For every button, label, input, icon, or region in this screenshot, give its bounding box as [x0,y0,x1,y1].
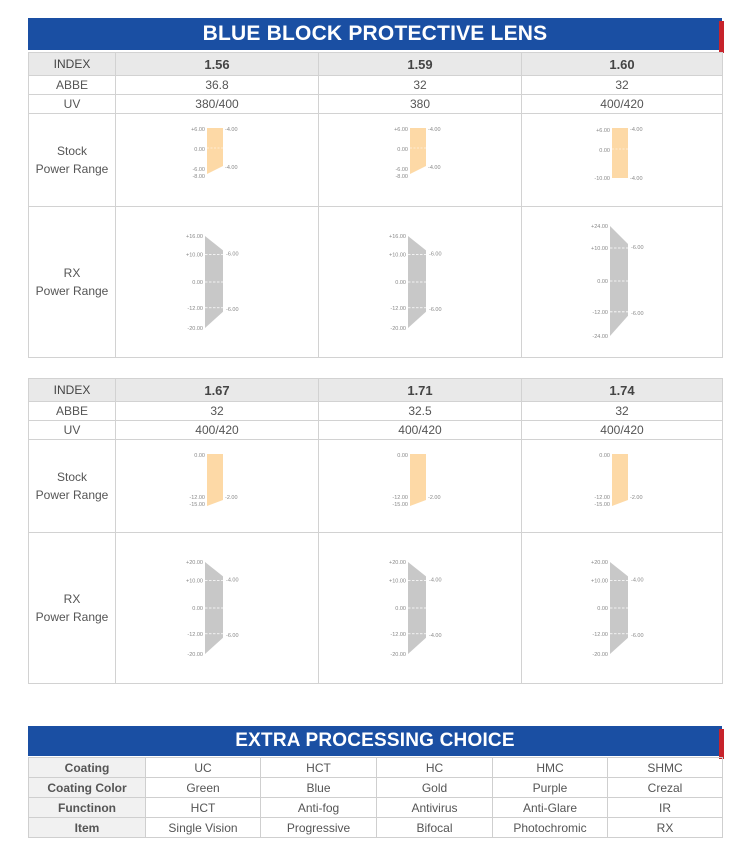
rx-right-label: -6.00 [631,632,644,639]
stock-range-bar [410,128,426,174]
rx-left-label: -20.00 [187,652,203,658]
stock-left-label: 0.00 [599,453,610,459]
title-2: EXTRA PROCESSING CHOICE [235,730,515,751]
rx-left-label: +10.00 [186,578,203,585]
rx-left-label: -24.00 [592,334,608,340]
rx-left-label: -12.00 [592,631,608,638]
abbe-value: 36.8 [116,76,319,95]
rx-label [29,207,116,358]
rx-left-label: -12.00 [187,305,203,312]
stock-left-label: -8.00 [395,174,408,180]
rx-label [29,533,116,684]
index-row [29,53,723,76]
extra-row-label: Functinon [29,798,146,818]
rx-range-diagram [590,559,654,659]
abbe-value: 32.5 [319,402,522,421]
stock-left-label: 0.00 [194,147,205,153]
rx-left-label: -20.00 [187,326,203,332]
abbe-value: 32 [319,76,522,95]
stock-left-label: +6.00 [596,128,610,134]
spec-table-2 [28,378,723,684]
stock-cell [116,440,319,533]
uv-value: 400/420 [116,421,319,440]
index-value: 1.60 [522,53,723,76]
abbe-row [29,76,723,95]
index-label: INDEX [29,379,116,402]
rx-row [29,207,723,358]
rx-cell [116,533,319,684]
stock-left-label: 0.00 [397,147,408,153]
abbe-value: 32 [522,402,723,421]
stock-left-label: -8.00 [192,174,205,180]
extra-row-label: Item [29,818,146,838]
extra-cell: Bifocal [377,818,493,838]
extra-cell: Progressive [261,818,377,838]
stock-cell [522,440,723,533]
rx-left-label: -12.00 [390,631,406,638]
title-banner-1 [28,18,722,50]
extra-row [29,758,723,778]
rx-left-label: +20.00 [389,560,406,566]
rx-left-label: 0.00 [597,606,608,612]
extra-row [29,818,723,838]
rx-range-diagram [590,223,654,341]
rx-range-diagram [388,233,452,333]
rx-range-diagram [388,559,452,659]
stock-range-bar [207,454,223,506]
extra-cell: HC [377,758,493,778]
stock-range-bar [410,454,426,506]
rx-left-label: 0.00 [192,606,203,612]
rx-right-label: -4.00 [429,577,442,584]
rx-left-label: +20.00 [591,560,608,566]
uv-value: 380/400 [116,95,319,114]
stock-left-label: +6.00 [394,127,408,133]
rx-left-label: +10.00 [389,578,406,585]
banner-accent [719,729,724,759]
abbe-row [29,402,723,421]
rx-range-diagram [185,559,249,659]
rx-right-label: -4.00 [226,577,239,584]
extra-cell: UC [146,758,261,778]
stock-left-label: -15.00 [392,502,408,508]
stock-left-label: -10.00 [594,176,610,182]
rx-left-label: 0.00 [192,280,203,286]
rx-left-label: -12.00 [187,631,203,638]
abbe-label: ABBE [29,402,116,421]
uv-value: 380 [319,95,522,114]
rx-right-label: -6.00 [226,632,239,639]
stock-left-label: -6.00 [192,167,205,173]
extra-cell: Anti-fog [261,798,377,818]
rx-cell [116,207,319,358]
rx-right-label: -6.00 [631,310,644,317]
stock-range-diagram [392,126,448,186]
spec-table-1 [28,52,723,358]
uv-label: UV [29,95,116,114]
extra-cell: IR [608,798,723,818]
rx-right-label: -6.00 [226,251,239,258]
rx-label-line1: RX [63,592,81,606]
index-value: 1.56 [116,53,319,76]
rx-right-label: -6.00 [226,306,239,313]
stock-label-line1: Stock [56,470,87,484]
stock-label [29,114,116,207]
extra-cell: Crezal [608,778,723,798]
extra-cell: RX [608,818,723,838]
stock-left-label: -12.00 [392,495,408,501]
rx-left-label: +10.00 [389,252,406,259]
stock-cell [522,114,723,207]
extra-cell: Photochromic [493,818,608,838]
index-row [29,379,723,402]
stock-range-bar [207,128,223,174]
extra-processing-table [28,757,723,838]
stock-cell [116,114,319,207]
stock-range-bar [612,454,628,506]
extra-cell: Purple [493,778,608,798]
rx-right-label: -6.00 [429,251,442,258]
stock-right-label: -4.00 [428,165,441,171]
extra-cell: SHMC [608,758,723,778]
stock-row [29,440,723,533]
index-value: 1.59 [319,53,522,76]
stock-right-label: -4.00 [630,176,643,182]
uv-value: 400/420 [522,95,723,114]
index-label: INDEX [29,53,116,76]
index-value: 1.67 [116,379,319,402]
stock-label-line2: Power Range [35,488,109,502]
stock-left-label: 0.00 [194,453,205,459]
stock-left-label: +6.00 [191,127,205,133]
rx-left-label: +16.00 [389,234,406,240]
rx-cell [319,533,522,684]
extra-cell: Single Vision [146,818,261,838]
stock-left-label: -12.00 [594,495,610,501]
abbe-label: ABBE [29,76,116,95]
stock-left-label: 0.00 [397,453,408,459]
rx-cell [522,207,723,358]
stock-range-diagram [392,452,448,512]
rx-label-line2: Power Range [35,284,109,298]
rx-row [29,533,723,684]
stock-right-label: -4.00 [630,127,643,133]
rx-label-line2: Power Range [35,610,109,624]
rx-left-label: -20.00 [592,652,608,658]
stock-right-label: -4.00 [225,165,238,171]
rx-left-label: 0.00 [597,279,608,285]
extra-cell: HCT [261,758,377,778]
stock-range-diagram [594,126,650,186]
rx-left-label: +16.00 [186,234,203,240]
extra-row-label: Coating [29,758,146,778]
stock-left-label: -15.00 [594,502,610,508]
stock-label-line2: Power Range [35,162,109,176]
stock-right-label: -2.00 [428,495,441,501]
stock-right-label: -4.00 [428,127,441,133]
extra-row [29,778,723,798]
uv-row [29,421,723,440]
stock-right-label: -2.00 [630,495,643,501]
index-value: 1.74 [522,379,723,402]
rx-right-label: -6.00 [429,306,442,313]
rx-left-label: -20.00 [390,652,406,658]
rx-right-label: -4.00 [631,577,644,584]
rx-right-label: -6.00 [631,245,644,251]
stock-range-diagram [594,452,650,512]
uv-row [29,95,723,114]
extra-row-label: Coating Color [29,778,146,798]
rx-range-diagram [185,233,249,333]
rx-left-label: -20.00 [390,326,406,332]
stock-right-label: -2.00 [225,495,238,501]
extra-cell: HMC [493,758,608,778]
stock-range-diagram [189,452,245,512]
extra-row [29,798,723,818]
extra-cell: Anti-Glare [493,798,608,818]
stock-left-label: -6.00 [395,167,408,173]
extra-cell: Green [146,778,261,798]
rx-label-line1: RX [63,266,81,280]
uv-value: 400/420 [522,421,723,440]
stock-range-diagram [189,126,245,186]
rx-left-label: +20.00 [186,560,203,566]
stock-cell [319,440,522,533]
rx-left-label: +24.00 [591,224,608,230]
rx-left-label: 0.00 [395,606,406,612]
rx-left-label: -12.00 [592,309,608,316]
title-banner-2 [28,726,722,756]
index-value: 1.71 [319,379,522,402]
rx-left-label: +10.00 [591,578,608,585]
rx-left-label: +10.00 [591,246,608,252]
extra-cell: Antivirus [377,798,493,818]
stock-row [29,114,723,207]
stock-label [29,440,116,533]
extra-cell: HCT [146,798,261,818]
stock-range-bar [612,128,628,178]
rx-left-label: -12.00 [390,305,406,312]
uv-value: 400/420 [319,421,522,440]
stock-label-line1: Stock [56,144,87,158]
stock-cell [319,114,522,207]
uv-label: UV [29,421,116,440]
abbe-value: 32 [116,402,319,421]
extra-cell: Blue [261,778,377,798]
banner-accent [719,21,724,53]
rx-cell [319,207,522,358]
title-1: BLUE BLOCK PROTECTIVE LENS [202,22,548,45]
rx-left-label: 0.00 [395,280,406,286]
stock-left-label: -15.00 [189,502,205,508]
abbe-value: 32 [522,76,723,95]
rx-cell [522,533,723,684]
stock-left-label: -12.00 [189,495,205,501]
rx-left-label: +10.00 [186,252,203,259]
rx-right-label: -4.00 [429,632,442,639]
extra-cell: Gold [377,778,493,798]
stock-left-label: 0.00 [599,148,610,154]
stock-right-label: -4.00 [225,127,238,133]
